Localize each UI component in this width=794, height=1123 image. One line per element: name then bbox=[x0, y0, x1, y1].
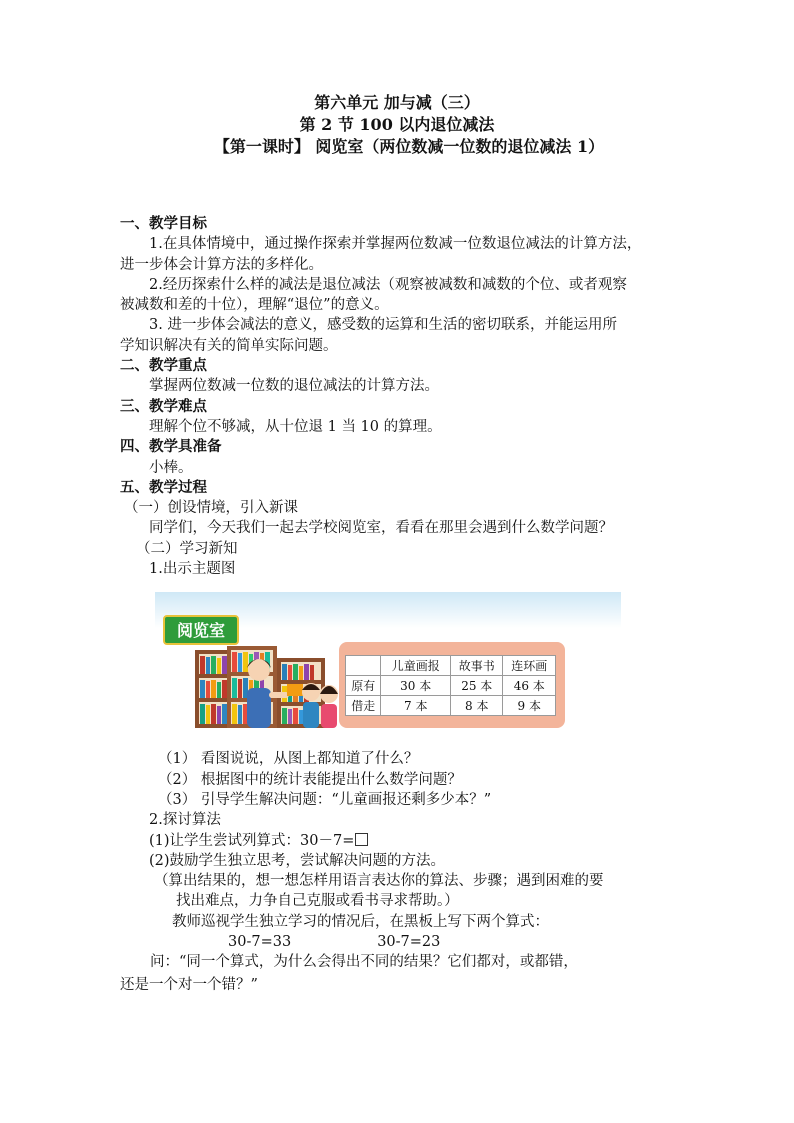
key-points-text: 掌握两位数减一位数的退位减法的计算方法。 bbox=[149, 378, 439, 395]
boy-figure bbox=[302, 683, 320, 728]
objective-2-line-2: 被减数和差的十位），理解“退位”的意义。 bbox=[120, 297, 389, 314]
table-row bbox=[346, 676, 556, 696]
heading-objectives: 一、教学目标 bbox=[120, 215, 207, 232]
objective-3-line-1: 3. 进一步体会减法的意义，感受数的运算和生活的密切联系，并能运用所 bbox=[149, 317, 617, 334]
equations bbox=[120, 932, 680, 952]
approach-3-line-2: 找出难点，力争自己克服或看书寻求帮助。） bbox=[176, 893, 459, 910]
table-cell: 7 本 bbox=[381, 696, 451, 716]
heading-process: 五、教学过程 bbox=[120, 478, 207, 496]
table-cell: 8 本 bbox=[450, 696, 503, 716]
table-header-cell: 连环画 bbox=[503, 656, 556, 676]
question-ask-line-2: 还是一个对一个错？” bbox=[120, 976, 258, 993]
teacher-note: 教师巡视学生独立学习的情况后，在黑板上写下两个算式： bbox=[172, 913, 549, 930]
table-cell: 25 本 bbox=[450, 676, 503, 696]
difficulties-text: 理解个位不够减，从十位退 1 当 10 的算理。 bbox=[149, 418, 442, 435]
approach-3-line-1: （算出结果的，想一想怎样用语言表达你的算法、步骤；遇到困难的要 bbox=[154, 873, 604, 890]
library-stats-table bbox=[345, 655, 556, 716]
heading-key-points: 二、教学重点 bbox=[120, 357, 207, 375]
question-ask-line-1: 问：“同一个算式，为什么会得出不同的结果？它们都对，或都错， bbox=[150, 954, 578, 971]
approach-1-text: (1)让学生尝试列算式：30－7= bbox=[149, 832, 355, 849]
materials-text: 小棒。 bbox=[149, 459, 193, 476]
heading-difficulties: 三、教学难点 bbox=[120, 397, 207, 415]
table-cell: 9 本 bbox=[503, 696, 556, 716]
process-sub-2: （二）学习新知 bbox=[136, 540, 238, 557]
heading-materials: 四、教学具准备 bbox=[120, 438, 222, 456]
table-header-cell bbox=[346, 656, 381, 676]
approach-1 bbox=[120, 831, 680, 851]
process-sub-1-text: 同学们，今天我们一起去学校阅览室，看看在那里会遇到什么数学问题？ bbox=[149, 520, 613, 537]
table-cell: 30 本 bbox=[381, 676, 451, 696]
objective-1-line-1: 1.在具体情境中，通过操作探索并掌握两位数减一位数退位减法的计算方法， bbox=[149, 236, 642, 253]
table-row bbox=[346, 696, 556, 716]
table-header-cell: 儿童画报 bbox=[381, 656, 451, 676]
objective-1-line-2: 进一步体会计算方法的多样化。 bbox=[120, 256, 323, 273]
equation-2: 30-7=23 bbox=[377, 934, 441, 951]
table-header-cell: 故事书 bbox=[450, 656, 503, 676]
objective-3-line-2: 学知识解决有关的简单实际问题。 bbox=[120, 337, 338, 354]
question-1: （1） 看图说说，从图上都知道了什么？ bbox=[158, 751, 419, 768]
table-cell: 46 本 bbox=[503, 676, 556, 696]
girl-figure bbox=[320, 685, 338, 728]
unit-title: 第六单元 加与减（三） bbox=[314, 93, 480, 112]
objective-2-line-1: 2.经历探索什么样的减法是退位减法（观察被减数和减数的个位、或者观察 bbox=[149, 276, 627, 293]
table-header-row bbox=[346, 656, 556, 676]
equation-1: 30-7=33 bbox=[228, 934, 292, 951]
table-cell: 原有 bbox=[346, 676, 381, 696]
step-2: 2.探讨算法 bbox=[149, 812, 221, 829]
sign-text: 阅览室 bbox=[176, 621, 226, 640]
lesson-title: 【第一课时】 阅览室（两位数减一位数的退位减法 1） bbox=[213, 137, 605, 156]
title-block bbox=[0, 92, 794, 158]
question-2: （2） 根据图中的统计表能提出什么数学问题？ bbox=[158, 771, 462, 788]
approach-2: (2)鼓励学生独立思考，尝试解决问题的方法。 bbox=[149, 852, 446, 869]
step-1: 1.出示主题图 bbox=[149, 561, 236, 578]
answer-box-icon bbox=[355, 833, 368, 846]
question-3: （3） 引导学生解决问题：“儿童画报还剩多少本？” bbox=[158, 791, 492, 808]
section-title: 第 2 节 100 以内退位减法 bbox=[299, 115, 495, 134]
process-sub-1: （一）创设情境，引入新课 bbox=[124, 500, 298, 517]
table-cell: 借走 bbox=[346, 696, 381, 716]
